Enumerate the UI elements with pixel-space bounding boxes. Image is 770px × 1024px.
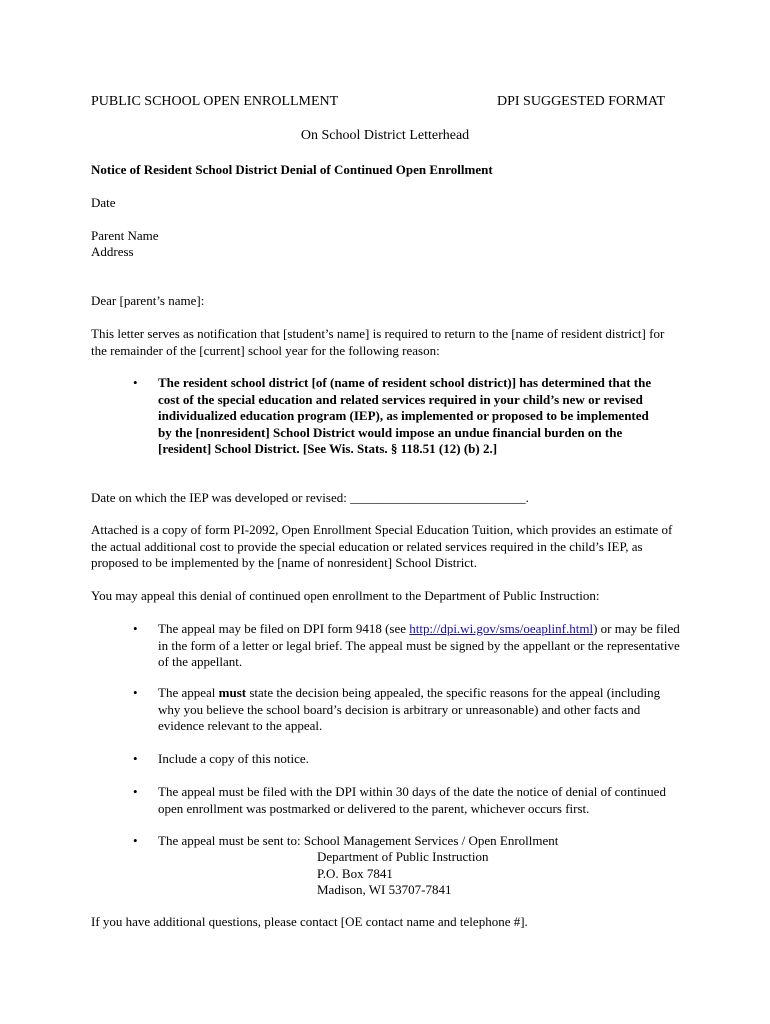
iep-date-line: Date on which the IEP was developed or revised: ___________________________.: [91, 490, 529, 505]
mailing-lead: The appeal must be sent to:: [158, 833, 304, 848]
notice-title: Notice of Resident School District Denial of Continued Open Enrollment: [91, 162, 493, 177]
appeal-form-text-after: ) or may be filed in the form of a letter or legal brief. The appeal must be signed by the appellant or the representative of the appellant.: [158, 621, 680, 669]
recipient-name: Parent Name: [91, 228, 159, 243]
appeal-form-text-before: The appeal may be filed on DPI form 9418 (see: [158, 621, 410, 636]
letterhead-note: On School District Letterhead: [300, 128, 470, 143]
bullet-icon: •: [133, 685, 138, 700]
header-left-title: PUBLIC SCHOOL OPEN ENROLLMENT: [91, 94, 339, 109]
dpi-appeal-link[interactable]: http://dpi.wi.gov/sms/oeaplinf.html: [409, 621, 594, 636]
appeal-bullet-must-state-text: [158, 685, 683, 735]
bullet-icon: •: [133, 751, 138, 766]
must-state-after: state the decision being appealed, the specific reasons for the appeal (including why you believe the school board’s decision is arbitrary or unreasonable) and other facts and evidence relevant to the appeal.: [158, 685, 661, 733]
intro-paragraph: This letter serves as notification that [student’s name] is required to return to the [name of resident district] for the remainder of the [current] school year for the following reason:: [91, 326, 665, 358]
appeal-bullet-deadline-text: The appeal must be filed with the DPI within 30 days of the date the notice of denial of continued open enrollment was postmarked or delivered to the parent, whichever occurs first.: [158, 784, 666, 816]
bullet-icon: •: [133, 833, 138, 848]
appeal-bullet-mailing-text: [158, 833, 683, 850]
header-right-title: DPI SUGGESTED FORMAT: [497, 94, 666, 109]
mailing-address-block: [317, 849, 489, 899]
mailing-address-line-1: School Management Services / Open Enrollment: [303, 833, 559, 848]
mailing-address-line-4: Madison, WI 53707-7841: [317, 882, 452, 897]
must-state-before: The appeal: [158, 685, 219, 700]
must-emphasis: must: [218, 685, 247, 700]
appeal-bullet-form-text: [158, 621, 683, 671]
appeal-bullet-include-copy-text: Include a copy of this notice.: [158, 751, 309, 766]
date-label: Date: [91, 195, 116, 210]
recipient-address: Address: [91, 244, 134, 259]
closing-paragraph: If you have additional questions, please contact [OE contact name and telephone #].: [91, 914, 528, 929]
bullet-icon: •: [133, 375, 138, 390]
salutation: Dear [parent’s name]:: [91, 293, 205, 308]
attached-paragraph: Attached is a copy of form PI-2092, Open Enrollment Special Education Tuition, which provides an estimate of the actual additional cost to provide the special education or related services required in the child’s IEP, as proposed to be implemented by the [name of nonresident] School District.: [91, 522, 673, 570]
mailing-address-line-2: Department of Public Instruction: [317, 849, 489, 864]
reason-bullet-text: The resident school district [of (name of resident school district)] has determined that the cost of the special education and related services required in your child’s new or revised individualized education program (IEP), as implemented or proposed to be implemented by the [nonresident] School District would impose an undue financial burden on the [resident] School District. [See Wis. Stats. § 118.51 (12) (b) 2.]: [158, 375, 652, 456]
bullet-icon: •: [133, 621, 138, 636]
bullet-icon: •: [133, 784, 138, 799]
mailing-address-line-3: P.O. Box 7841: [317, 865, 393, 881]
appeal-intro: You may appeal this denial of continued open enrollment to the Department of Public Instruction:: [91, 588, 600, 603]
